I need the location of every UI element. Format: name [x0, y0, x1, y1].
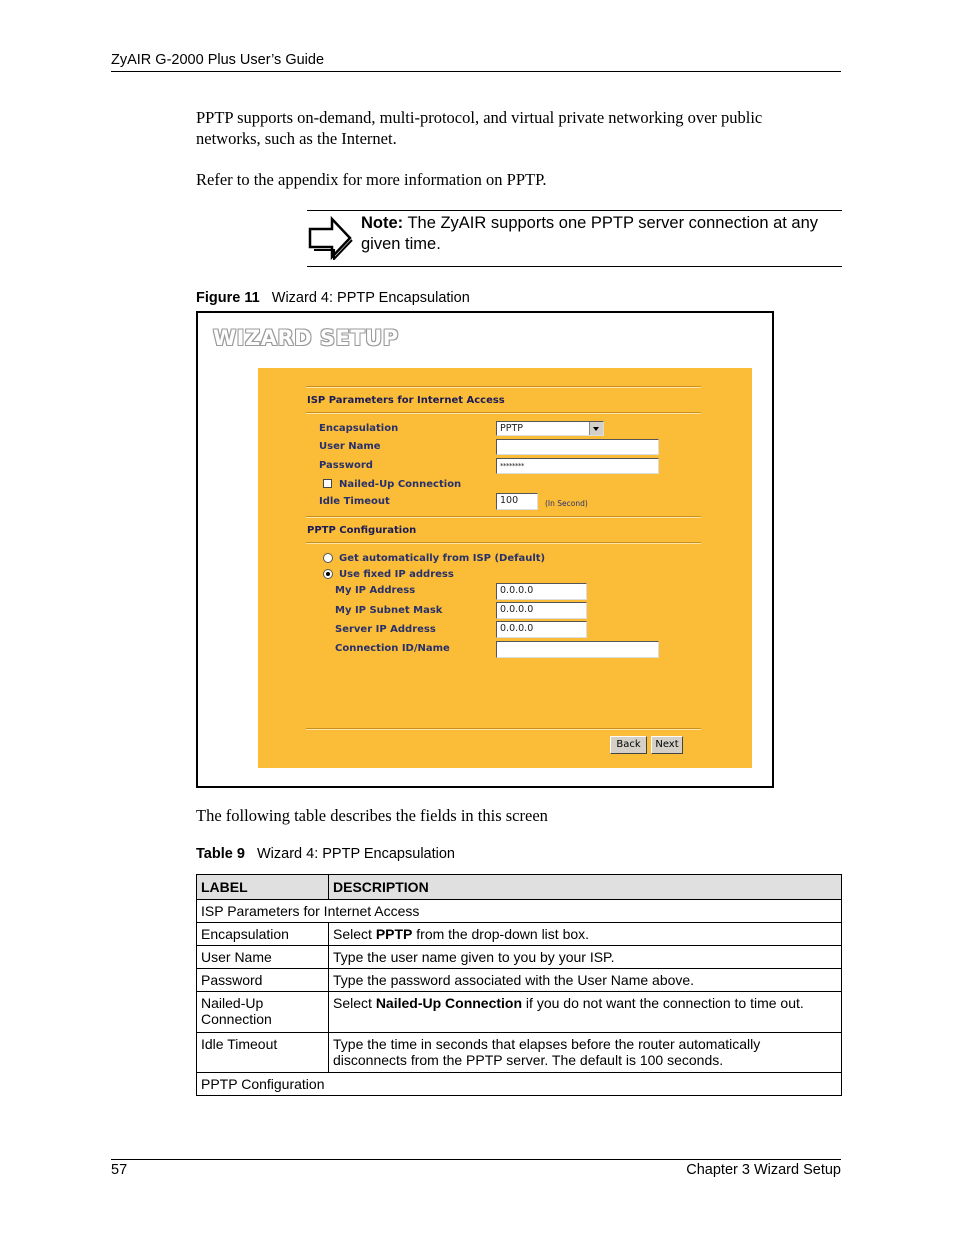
row-description [329, 946, 842, 969]
subnet-label: My IP Subnet Mask [335, 605, 443, 616]
row-description [329, 923, 842, 946]
user-name-input[interactable] [496, 439, 659, 455]
desc-text: if you do not want the connection to time out. [522, 995, 804, 1011]
separator [306, 516, 701, 518]
figure-number: Figure 11 [196, 290, 260, 306]
row-label: Encapsulation [197, 923, 329, 946]
separator [306, 386, 701, 388]
my-ip-input[interactable]: 0.0.0.0 [496, 583, 587, 600]
conn-id-label: Connection ID/Name [335, 643, 450, 654]
row-description [329, 969, 842, 992]
idle-timeout-input[interactable]: 100 [496, 493, 538, 510]
idle-timeout-unit: (In Second) [545, 499, 588, 508]
note-body: The ZyAIR supports one PPTP server connection at any given time. [361, 214, 819, 253]
section-isp: ISP Parameters for Internet Access [197, 900, 842, 923]
desc-text: from the drop-down list box. [412, 926, 590, 942]
encapsulation-select[interactable] [496, 421, 604, 436]
table-row [197, 923, 842, 946]
desc-text: Type the time in seconds that elapses before the router automatically disconnects from the PPTP server. The default is 100 seconds. [333, 1036, 761, 1068]
pptp-section-heading: PPTP Configuration [307, 525, 417, 536]
desc-text: Select [333, 926, 376, 942]
table-title: Wizard 4: PPTP Encapsulation [256, 846, 455, 862]
section-pptp: PPTP Configuration [197, 1073, 842, 1096]
table-caption [196, 846, 455, 862]
server-ip-input[interactable]: 0.0.0.0 [496, 621, 587, 638]
description-table [196, 874, 842, 1096]
footer-rule [111, 1159, 841, 1160]
table-header-row [197, 875, 842, 900]
intro-paragraph: PPTP supports on-demand, multi-protocol, and virtual private networking over public networks, such as the Internet. [196, 108, 763, 148]
separator [306, 542, 701, 544]
running-header: ZyAIR G-2000 Plus User’s Guide [111, 52, 325, 68]
desc-bold: Nailed-Up Connection [375, 995, 523, 1011]
column-header-description: DESCRIPTION [329, 875, 842, 900]
note-text [361, 213, 841, 254]
table-row [197, 992, 842, 1033]
appendix-paragraph: Refer to the appendix for more information on PPTP. [196, 170, 547, 189]
nailed-up-label: Nailed-Up Connection [339, 479, 462, 490]
desc-text: Type the password associated with the User Name above. [333, 972, 695, 988]
table-number: Table 9 [196, 846, 245, 862]
encapsulation-value: PPTP [500, 423, 523, 434]
row-label: User Name [197, 946, 329, 969]
figure-caption [196, 290, 470, 306]
header-rule [111, 71, 841, 72]
note-label: Note: [361, 214, 404, 232]
table-row [197, 1033, 842, 1073]
chevron-down-icon[interactable] [589, 422, 603, 435]
server-ip-label: Server IP Address [335, 624, 436, 635]
wizard-title: WIZARD SETUP [213, 326, 399, 350]
chapter-title: Chapter 3 Wizard Setup [686, 1162, 841, 1178]
next-button[interactable]: Next [651, 736, 683, 754]
my-ip-label: My IP Address [335, 585, 416, 596]
note-bottom-rule [307, 266, 842, 267]
separator [306, 412, 701, 414]
table-row [197, 969, 842, 992]
encapsulation-label: Encapsulation [319, 423, 399, 434]
radio-fixed-ip-label: Use fixed IP address [339, 569, 454, 580]
desc-bold: PPTP [375, 926, 413, 942]
table-section-row [197, 1073, 842, 1096]
password-input[interactable]: ******** [496, 458, 659, 474]
desc-text: Select [333, 995, 376, 1011]
radio-auto-ip-label: Get automatically from ISP (Default) [339, 553, 546, 564]
note-arrow-icon [308, 216, 354, 260]
back-button[interactable]: Back [610, 736, 647, 754]
figure-title: Wizard 4: PPTP Encapsulation [271, 290, 470, 306]
table-section-row [197, 900, 842, 923]
conn-id-input[interactable] [496, 641, 659, 658]
nailed-up-checkbox[interactable] [323, 479, 332, 488]
row-description [329, 992, 842, 1033]
radio-auto-ip[interactable] [323, 553, 333, 563]
row-label: Idle Timeout [197, 1033, 329, 1073]
desc-text: Type the user name given to you by your ISP. [333, 949, 615, 965]
column-header-label: LABEL [197, 875, 329, 900]
row-description [329, 1033, 842, 1073]
isp-section-heading: ISP Parameters for Internet Access [307, 395, 505, 406]
note-top-rule [307, 210, 842, 211]
row-label: Password [197, 969, 329, 992]
table-intro: The following table describes the fields in this screen [196, 806, 548, 825]
row-label: Nailed-Up Connection [197, 992, 329, 1033]
page-number: 57 [111, 1162, 128, 1178]
table-row [197, 946, 842, 969]
radio-fixed-ip[interactable] [323, 569, 333, 579]
idle-timeout-label: Idle Timeout [319, 496, 390, 507]
user-name-label: User Name [319, 441, 381, 452]
subnet-input[interactable]: 0.0.0.0 [496, 602, 587, 619]
password-label: Password [319, 460, 373, 471]
separator [306, 728, 701, 730]
